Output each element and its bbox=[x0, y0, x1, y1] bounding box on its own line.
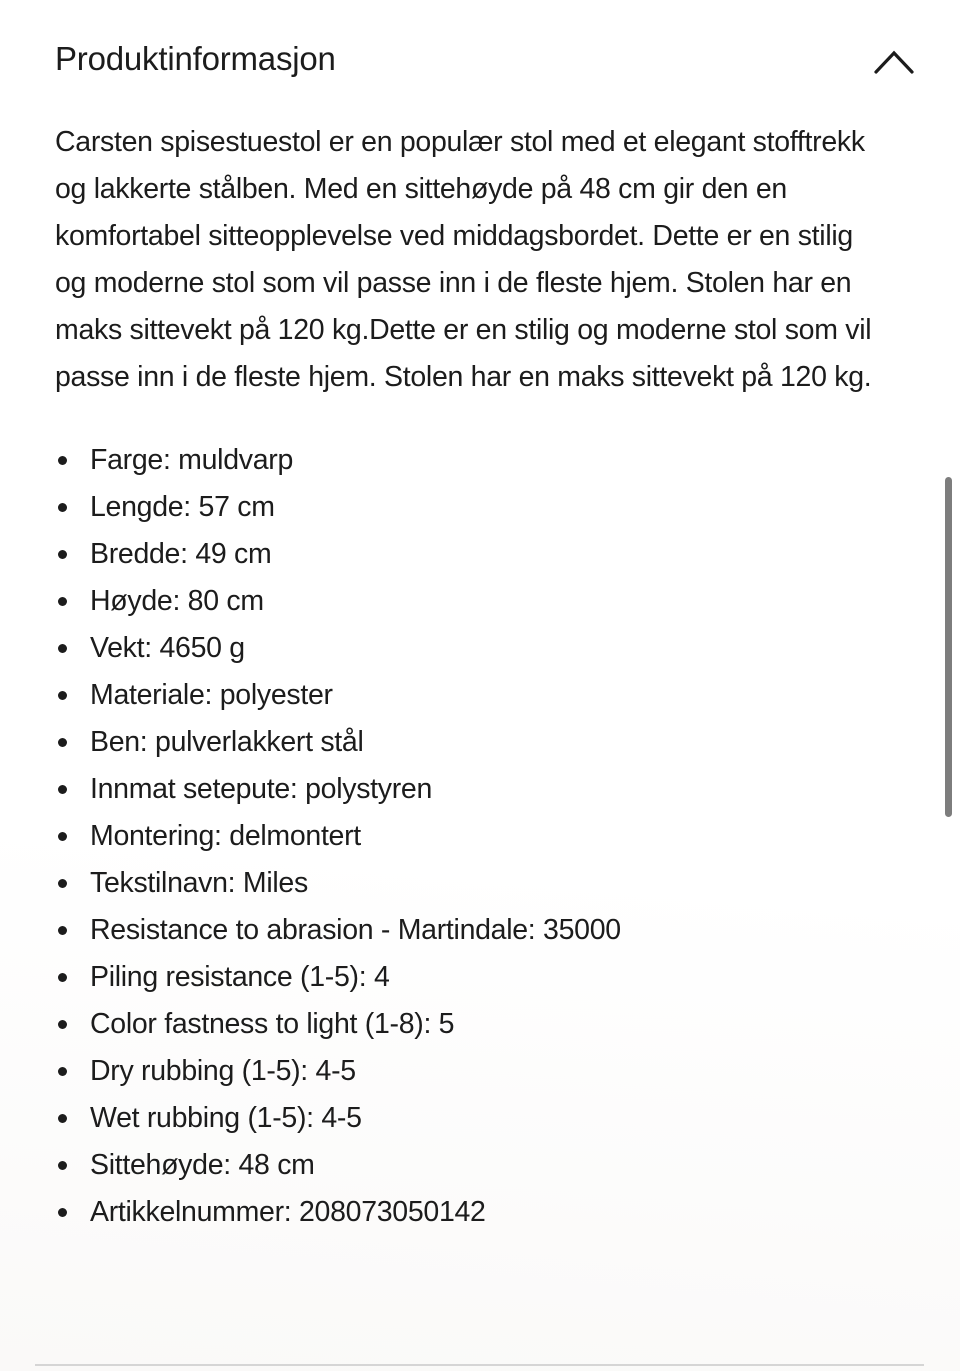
attribute-text: Sittehøyde: 48 cm bbox=[90, 1149, 315, 1181]
bullet-icon bbox=[58, 503, 67, 512]
accordion-header[interactable] bbox=[0, 0, 960, 78]
bullet-icon bbox=[58, 597, 67, 606]
attribute-text: Høyde: 80 cm bbox=[90, 585, 264, 617]
attribute-text: Color fastness to light (1-8): 5 bbox=[90, 1008, 455, 1040]
bullet-icon bbox=[58, 550, 67, 559]
attribute-item bbox=[55, 766, 905, 813]
attribute-text: Innmat setepute: polystyren bbox=[90, 773, 433, 805]
bullet-icon bbox=[58, 973, 67, 982]
attribute-text: Montering: delmontert bbox=[90, 820, 361, 852]
attribute-text: Dry rubbing (1-5): 4-5 bbox=[90, 1055, 356, 1087]
attribute-item bbox=[55, 1095, 905, 1142]
bullet-icon bbox=[58, 879, 67, 888]
attribute-item bbox=[55, 672, 905, 719]
attribute-item bbox=[55, 954, 905, 1001]
attribute-item bbox=[55, 907, 905, 954]
attribute-item bbox=[55, 437, 905, 484]
attribute-text: Resistance to abrasion - Martindale: 35000 bbox=[90, 914, 621, 946]
bullet-icon bbox=[58, 832, 67, 841]
attribute-text: Materiale: polyester bbox=[90, 679, 333, 711]
bullet-icon bbox=[58, 1067, 67, 1076]
attribute-item bbox=[55, 1189, 905, 1236]
attribute-item bbox=[55, 1001, 905, 1048]
attribute-item bbox=[55, 578, 905, 625]
attribute-list bbox=[55, 437, 905, 1236]
bullet-icon bbox=[58, 456, 67, 465]
bullet-icon bbox=[58, 644, 67, 653]
attribute-item bbox=[55, 1048, 905, 1095]
attribute-text: Vekt: 4650 g bbox=[90, 632, 245, 664]
attribute-text: Tekstilnavn: Miles bbox=[90, 867, 308, 899]
attribute-item bbox=[55, 484, 905, 531]
bullet-icon bbox=[58, 691, 67, 700]
bullet-icon bbox=[58, 1208, 67, 1217]
attribute-item bbox=[55, 531, 905, 578]
bullet-icon bbox=[58, 1020, 67, 1029]
bullet-icon bbox=[58, 738, 67, 747]
attribute-text: Artikkelnummer: 208073050142 bbox=[90, 1196, 486, 1228]
attribute-text: Ben: pulverlakkert stål bbox=[90, 726, 364, 758]
attribute-text: Farge: muldvarp bbox=[90, 444, 294, 476]
bullet-icon bbox=[58, 1161, 67, 1170]
attribute-item bbox=[55, 813, 905, 860]
attribute-item bbox=[55, 1142, 905, 1189]
attribute-text: Bredde: 49 cm bbox=[90, 538, 272, 570]
product-description: Carsten spisestuestol er en populær stol med et elegant stofftrekk og lakkerte stålben. Med en sittehøyde på 48 cm gir den en komfortabel sitteopplevelse ved middagsbordet. Dette er en stilig og moderne stol som vil passe inn i de fleste hjem. Stolen har en maks sittevekt på 120 kg.Dette er en stilig og moderne stol som vil passe inn i de fleste hjem. Stolen har en maks sittevekt på 120 kg. bbox=[55, 126, 872, 393]
collapse-section-button[interactable] bbox=[873, 49, 915, 75]
bullet-icon bbox=[58, 926, 67, 935]
chevron-up-icon bbox=[873, 49, 915, 75]
scrollbar-thumb[interactable] bbox=[945, 477, 952, 817]
attribute-text: Piling resistance (1-5): 4 bbox=[90, 961, 390, 993]
attribute-item bbox=[55, 625, 905, 672]
attribute-text: Lengde: 57 cm bbox=[90, 491, 275, 523]
bullet-icon bbox=[58, 1114, 67, 1123]
attribute-text: Wet rubbing (1-5): 4-5 bbox=[90, 1102, 362, 1134]
bottom-divider bbox=[35, 1364, 924, 1366]
attribute-item bbox=[55, 860, 905, 907]
bullet-icon bbox=[58, 785, 67, 794]
section-title: Produktinformasjon bbox=[55, 40, 336, 77]
attribute-item bbox=[55, 719, 905, 766]
